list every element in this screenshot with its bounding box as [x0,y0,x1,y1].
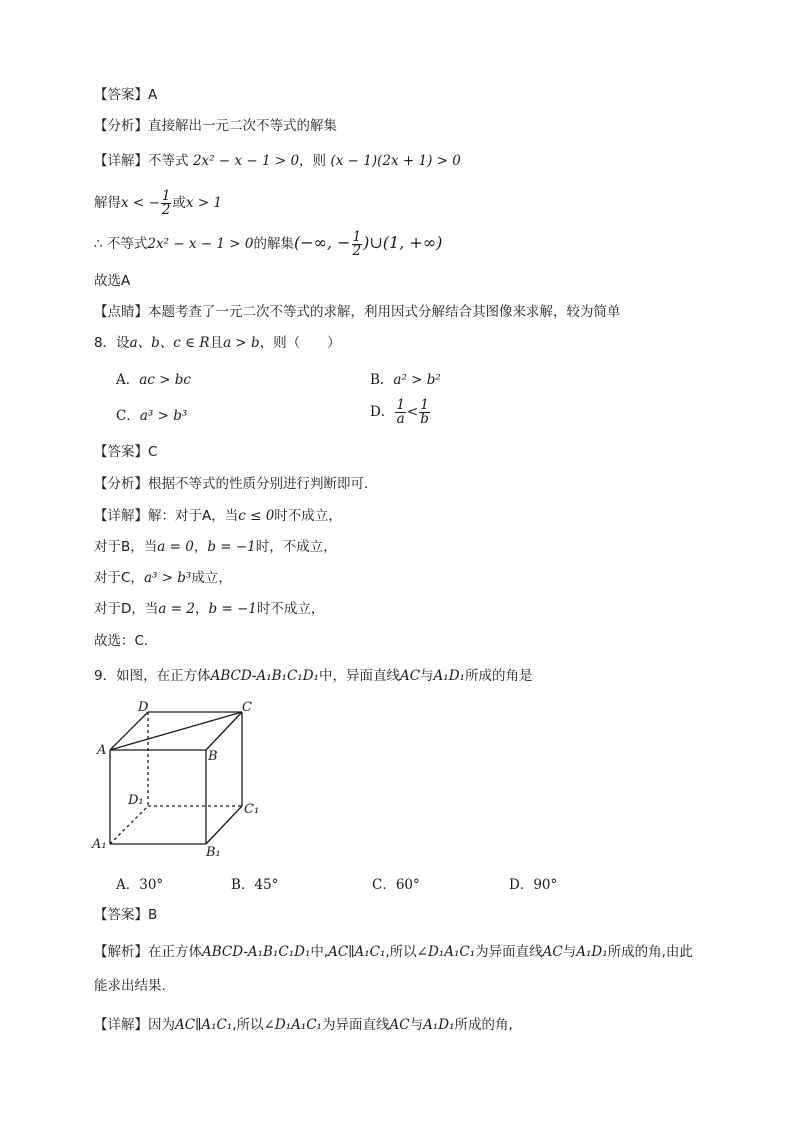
stem-text: 8．设 [94,335,130,351]
solve-math: x < − [121,195,160,211]
detail-math: c ≤ 0 [238,508,275,524]
q9-analysis-line-2 [94,977,166,995]
q8-option-d [370,397,431,427]
analysis-tag: 【分析】 [94,118,148,134]
stem-text: 且 [209,335,224,351]
detail-math: AC∥A₁C₁ [175,1017,233,1033]
answer-tag: 【答案】 [94,907,148,923]
solset-text: 的解集 [253,236,294,252]
analysis-text: 能求出结果. [94,978,166,994]
q9-option-b: B．45° [231,877,279,893]
detail-text: 对于D，当 [94,601,159,617]
vertex-label-c1: C₁ [244,802,260,817]
choose-text: 故选：C． [94,633,158,649]
vertex-label-b1: B₁ [206,845,221,858]
q7-answer-line [94,86,157,104]
detail-text: ,所以 [232,1017,264,1033]
detail-text: 时不成立， [256,601,325,617]
detail-text: ， [194,601,209,617]
q7-solution-set-line [94,228,442,259]
detail-text: ，则 [299,153,327,169]
q7-solve-line [94,188,222,218]
analysis-text: 在正方体 [148,944,202,960]
q8-detail-line [94,507,342,525]
option-math: ac > bc [139,372,191,388]
detail-text: 解：对于A，当 [148,508,239,524]
q8-option-a [116,368,191,388]
detail-math: A₁D₁ [423,1017,455,1033]
vertex-label-a1: A₁ [92,837,107,852]
q7-analysis-line [94,117,337,135]
q7-choose-line [94,272,130,290]
q9-option-d: D．90° [509,877,558,893]
stem-text: 中，异面直线 [318,668,400,684]
detail-text: 时，不成立， [255,539,337,555]
fraction [161,187,172,218]
frac-num: 1 [396,397,405,413]
analysis-text: 所成的角,由此 [607,944,693,960]
choose-text: 故选A [94,273,131,289]
solve-text: 或 [172,195,186,211]
analysis-math: ∠D₁A₁C₁ [416,944,476,960]
vertex-label-b: B [208,749,218,764]
solset-text: ∴ 不等式 [94,236,148,252]
solset-math: 2x² − x − 1 > 0 [147,236,254,252]
comment-text: 本题考查了一元二次不等式的求解，利用因式分解结合其图像来求解，较为简单 [148,304,621,320]
analysis-text: 为异面直线 [475,944,543,960]
q8-detail-b [94,538,337,556]
option-label: A． [116,372,140,388]
fraction [352,228,363,259]
vertex-label-d: D [138,700,149,715]
cube-figure [88,698,268,858]
q8-stem [94,334,341,352]
analysis-tag: 【解析】 [94,944,148,960]
frac-den: a [396,411,405,427]
analysis-text: 中, [310,944,329,960]
option-math: a³ > b³ [139,408,188,424]
stem-math: A₁D₁ [433,668,465,684]
frac-num: 1 [352,228,362,245]
detail-tag: 【详解】 [94,1017,148,1033]
q8-detail-d [94,600,324,618]
answer-value: C [148,444,158,460]
q9-detail-line [94,1016,513,1034]
vertex-label-d1: D₁ [128,793,144,808]
detail-text: 为异面直线 [321,1017,390,1033]
q8-option-c [116,404,187,424]
analysis-math: AC [542,944,563,960]
vertex-label-a: A [97,743,107,758]
detail-math: a = 2 [158,601,195,617]
vertex-label-c: C [242,700,252,715]
detail-tag: 【详解】 [94,508,148,524]
detail-text: 对于C， [94,570,144,586]
inequality: 2x² − x − 1 > 0 [192,153,300,169]
stem-text: 所成的角是 [464,668,533,684]
detail-text: ， [193,539,208,555]
detail-text: 与 [409,1017,424,1033]
frac-den: 2 [161,201,171,218]
q8-answer-line [94,443,157,461]
answer-tag: 【答案】 [94,87,148,103]
detail-math: b = −1 [207,539,256,555]
option-label: C． [116,408,140,424]
analysis-tag: 【分析】 [94,476,148,492]
detail-tag: 【详解】 [94,153,148,169]
q9-stem [94,667,532,685]
analysis-math: A₁D₁ [576,944,608,960]
comment-tag: 【点睛】 [94,304,148,320]
detail-math: ∠D₁A₁C₁ [263,1017,322,1033]
detail-text: 所成的角, [454,1017,513,1033]
fraction [419,399,430,426]
answer-value: A [148,87,158,103]
option-label: B． [370,372,394,388]
detail-text: 不等式 [148,153,189,169]
answer-value: B [148,907,158,923]
analysis-text: 直接解出一元二次不等式的解集 [148,118,337,134]
detail-text: 成立， [191,570,232,586]
detail-text: 时不成立， [274,508,342,524]
detail-text: 对于B，当 [94,539,158,555]
solset-math: (−∞, − [293,233,351,252]
solset-math: )∪(1, +∞) [363,233,443,252]
q9-option-c: C．60° [372,877,420,893]
q7-detail-line [94,152,461,170]
analysis-text: 与 [562,944,577,960]
q9-option-a: A．30° [116,877,164,893]
option-label: D． [370,404,395,420]
detail-math: AC [389,1017,410,1033]
detail-math: a³ > b³ [143,570,192,586]
stem-math: a > b [223,335,260,351]
stem-math: a、b、c ∈ R [129,335,210,351]
frac-den: b [420,411,429,427]
solve-text: 解得 [94,195,121,211]
analysis-text: ,所以 [385,944,417,960]
option-math: a² > b² [393,372,441,388]
q8-detail-c [94,569,232,587]
edge-a1d1-hidden [110,806,148,844]
q9-analysis-line [94,943,693,961]
analysis-math: AC∥A₁C₁ [328,944,386,960]
analysis-math: ABCD-A₁B₁C₁D₁ [202,944,311,960]
option-math: < [406,404,419,420]
q8-option-b [370,368,441,388]
frac-num: 1 [420,397,429,413]
edge-b1c1 [206,806,242,844]
solve-math: x > 1 [185,195,223,211]
answer-tag: 【答案】 [94,444,148,460]
frac-num: 1 [161,187,171,204]
fraction [395,399,406,426]
detail-text: 因为 [148,1017,175,1033]
stem-math: ABCD-A₁B₁C₁D₁ [210,668,319,684]
detail-math: a = 0 [157,539,194,555]
stem-text: 与 [420,668,434,684]
stem-text: 9．如图，在正方体 [94,668,211,684]
frac-den: 2 [352,242,362,259]
analysis-text: 根据不等式的性质分别进行判断即可． [148,476,378,492]
q9-answer-line [94,906,157,924]
stem-text: ，则（ ） [259,335,341,351]
factored-inequality: (x − 1)(2x + 1) > 0 [330,153,461,169]
q8-choose-line [94,632,157,650]
q7-comment-line [94,303,621,321]
q8-analysis-line [94,475,378,493]
detail-math: b = −1 [208,601,257,617]
stem-math: AC [399,668,421,684]
